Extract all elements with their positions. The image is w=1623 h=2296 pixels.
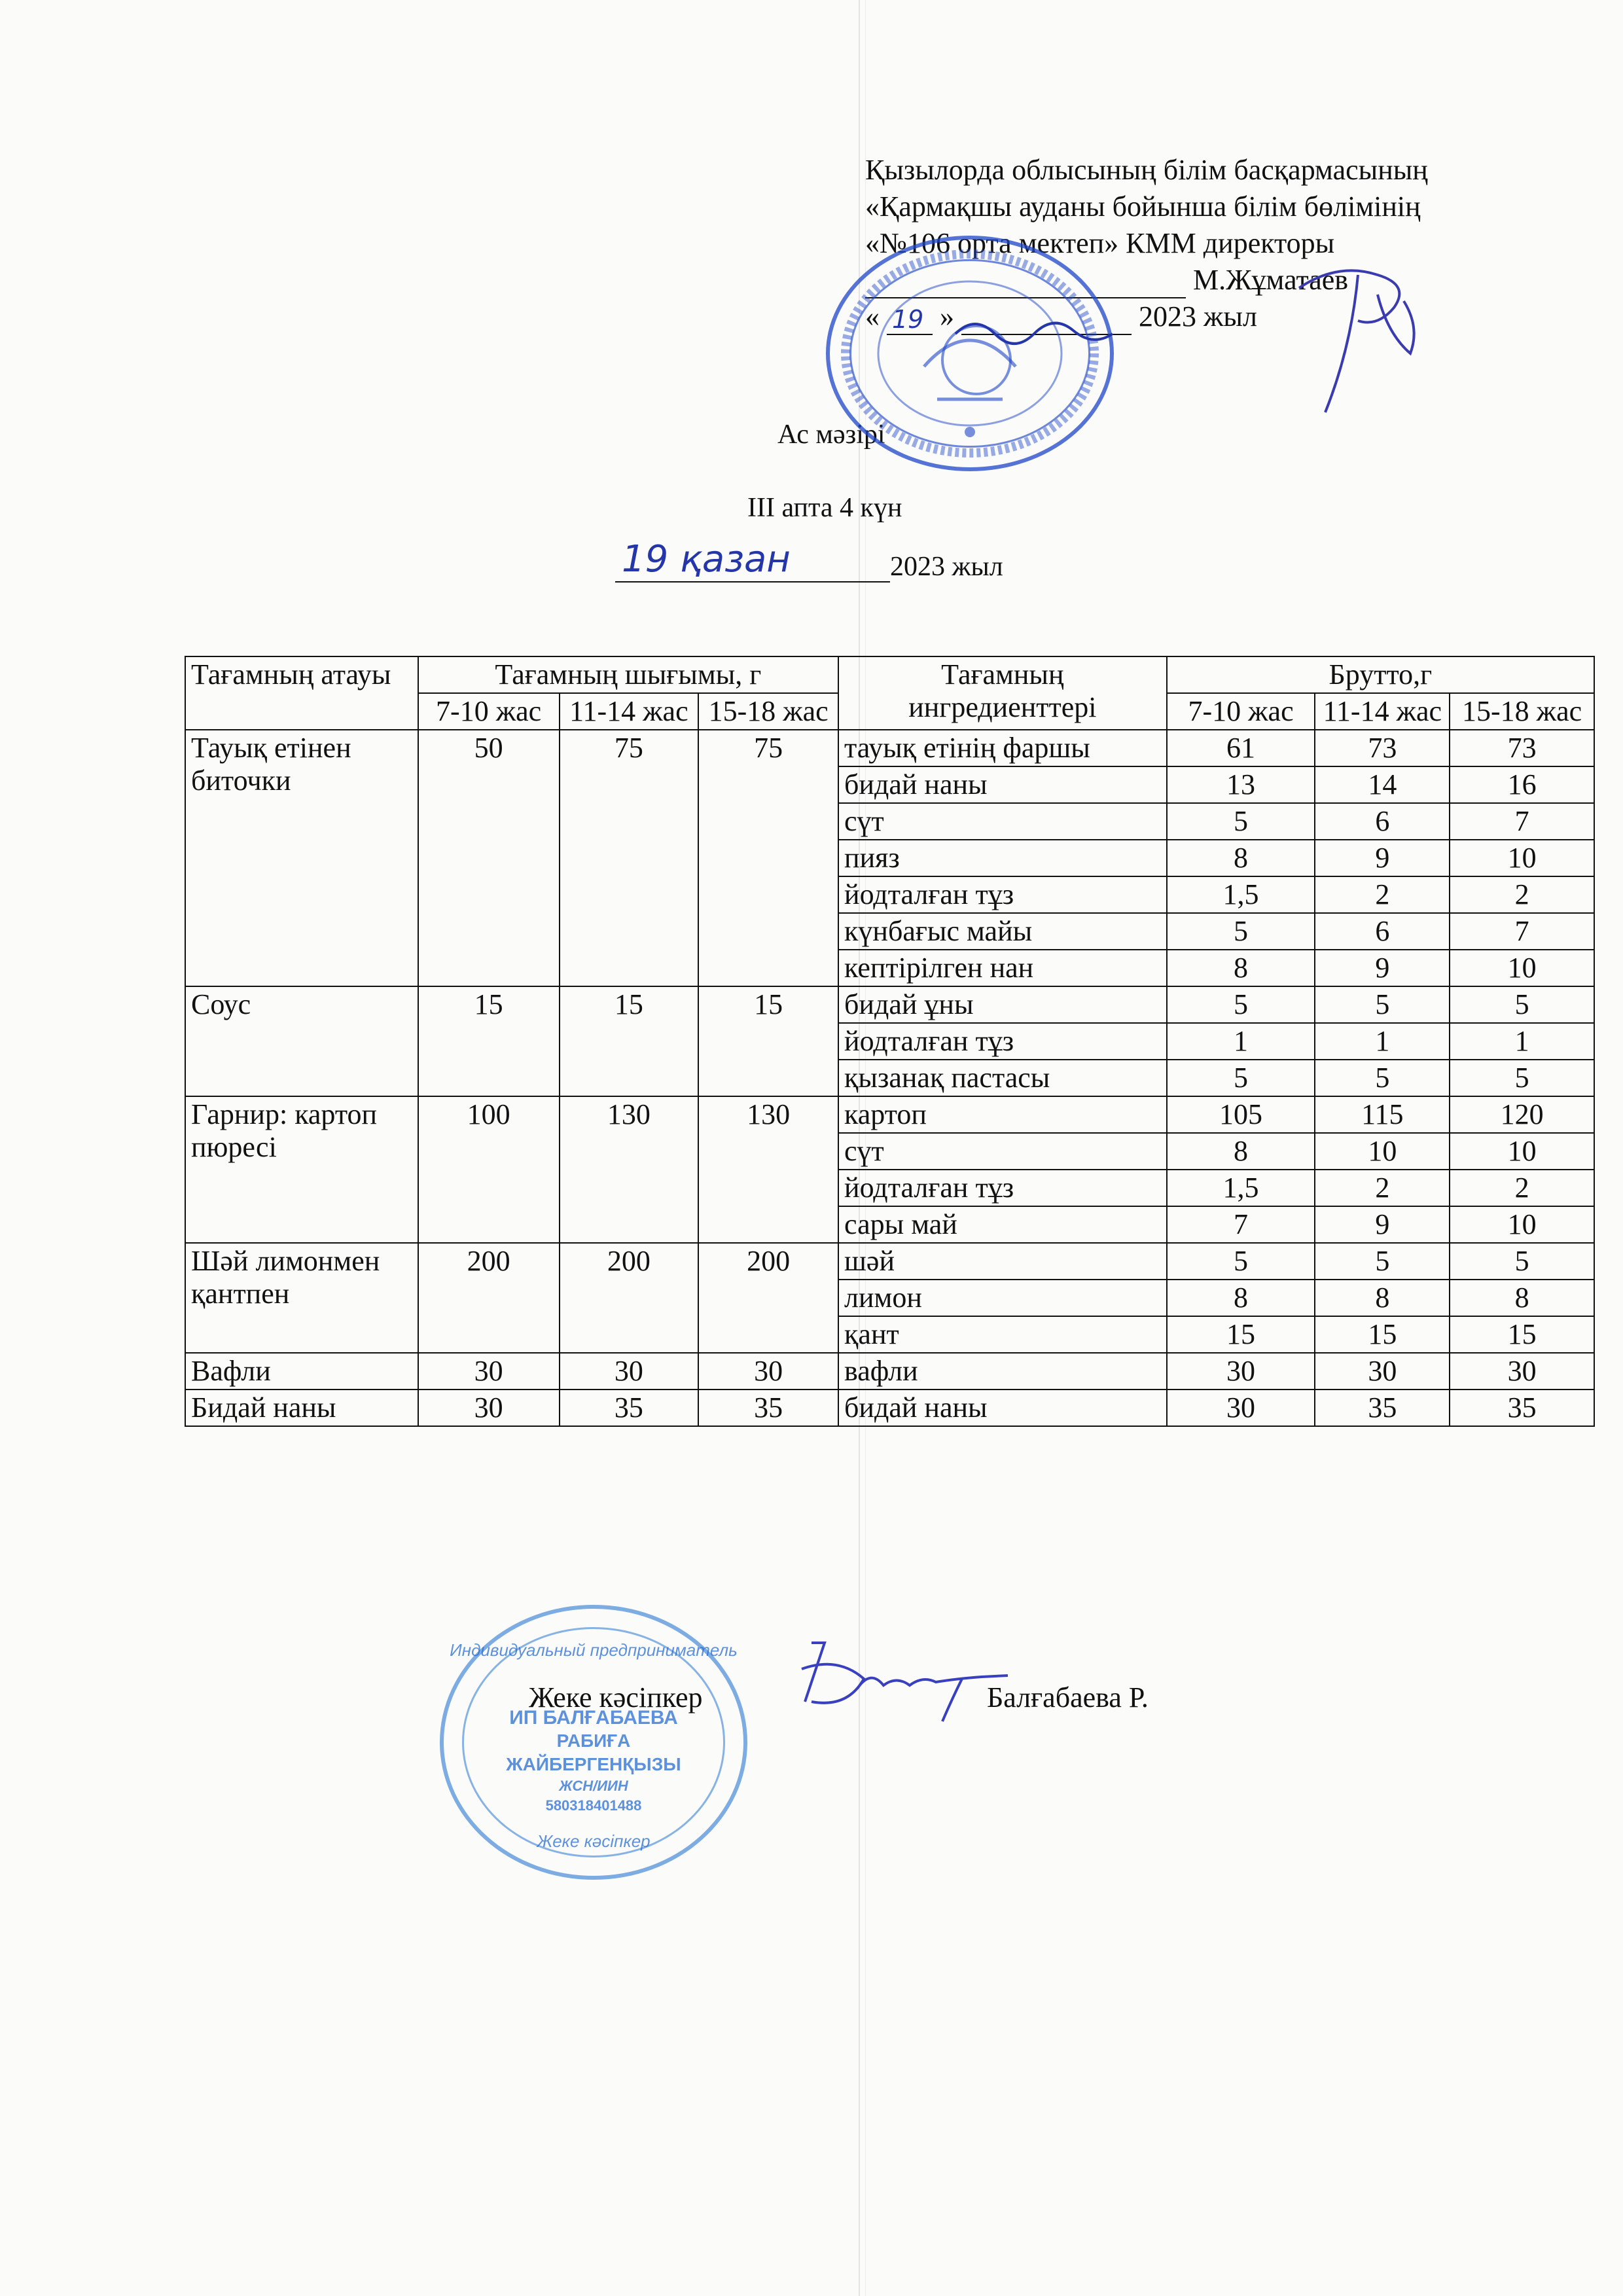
dish-name-cell: Тауық етінен биточки bbox=[185, 730, 418, 986]
ingredient-gross-cell: 5 bbox=[1167, 1243, 1315, 1280]
table-row bbox=[185, 986, 1594, 1023]
ingredient-gross-cell: 15 bbox=[1450, 1316, 1594, 1353]
table-row bbox=[185, 1353, 1594, 1390]
date-open-quote: « bbox=[865, 300, 880, 332]
dish-output-cell: 100 bbox=[418, 1096, 560, 1243]
director-signature-icon bbox=[1279, 249, 1430, 425]
ingredient-name-cell: қызанақ пастасы bbox=[838, 1060, 1167, 1096]
ingredient-gross-cell: 5 bbox=[1315, 1243, 1450, 1280]
ingredient-gross-cell: 5 bbox=[1315, 986, 1450, 1023]
header-gross-age-11-14: 11-14 жас bbox=[1315, 693, 1450, 730]
ingredient-name-cell: бидай ұны bbox=[838, 986, 1167, 1023]
ingredient-name-cell: йодталған тұз bbox=[838, 1170, 1167, 1206]
entrepreneur-role: Жеке кәсіпкер bbox=[529, 1681, 703, 1713]
ingredient-gross-cell: 30 bbox=[1450, 1353, 1594, 1390]
approval-line-2: «Қармақшы ауданы бойынша білім бөлімінің bbox=[865, 190, 1421, 223]
table-row bbox=[185, 1096, 1594, 1133]
ingredient-name-cell: сүт bbox=[838, 803, 1167, 840]
dish-output-cell: 75 bbox=[698, 730, 838, 986]
approval-line-3: «№106 орта мектеп» КММ директоры bbox=[865, 227, 1335, 259]
ingredient-gross-cell: 8 bbox=[1315, 1280, 1450, 1316]
ingredient-gross-cell: 5 bbox=[1450, 1243, 1594, 1280]
dish-output-cell: 35 bbox=[560, 1390, 699, 1426]
ingredient-gross-cell: 2 bbox=[1315, 876, 1450, 913]
approval-date-scribble-icon bbox=[949, 308, 1119, 353]
ingredient-gross-cell: 10 bbox=[1450, 950, 1594, 986]
stamp-ring-lettering-icon bbox=[826, 236, 1114, 471]
dish-output-cell: 75 bbox=[560, 730, 699, 986]
ingredient-gross-cell: 15 bbox=[1167, 1316, 1315, 1353]
entrepreneur-signature-icon bbox=[785, 1630, 1021, 1728]
stamp-line-3: ЖАЙБЕРГЕНҚЫЗЫ bbox=[506, 1754, 681, 1774]
menu-date-line bbox=[615, 538, 1003, 583]
table-row bbox=[185, 730, 1594, 766]
date-close-quote: » bbox=[940, 300, 954, 332]
ingredient-gross-cell: 61 bbox=[1167, 730, 1315, 766]
ingredient-gross-cell: 5 bbox=[1450, 1060, 1594, 1096]
ingredient-gross-cell: 1 bbox=[1450, 1023, 1594, 1060]
dish-name-cell: Бидай наны bbox=[185, 1390, 418, 1426]
dish-output-cell: 200 bbox=[418, 1243, 560, 1353]
dish-name-cell: Гарнир: картоп пюресі bbox=[185, 1096, 418, 1243]
header-gross: Брутто,г bbox=[1167, 656, 1594, 693]
ingredient-gross-cell: 5 bbox=[1167, 913, 1315, 950]
stamp-line-2: РАБИҒА bbox=[556, 1731, 631, 1751]
handwritten-day: 19 bbox=[892, 305, 924, 334]
ingredient-gross-cell: 10 bbox=[1315, 1133, 1450, 1170]
header-dish-name: Тағамның атауы bbox=[185, 656, 418, 730]
dish-output-cell: 130 bbox=[698, 1096, 838, 1243]
ingredient-gross-cell: 8 bbox=[1167, 950, 1315, 986]
ingredient-gross-cell: 73 bbox=[1450, 730, 1594, 766]
ingredient-gross-cell: 35 bbox=[1450, 1390, 1594, 1426]
ingredient-gross-cell: 115 bbox=[1315, 1096, 1450, 1133]
ingredient-gross-cell: 30 bbox=[1167, 1390, 1315, 1426]
ingredient-gross-cell: 7 bbox=[1450, 913, 1594, 950]
stamp-line-1: ИП БАЛҒАБАЕВА bbox=[509, 1707, 678, 1729]
ingredient-gross-cell: 73 bbox=[1315, 730, 1450, 766]
ingredient-name-cell: картоп bbox=[838, 1096, 1167, 1133]
ingredient-gross-cell: 5 bbox=[1167, 986, 1315, 1023]
ingredient-gross-cell: 8 bbox=[1167, 840, 1315, 876]
ingredient-name-cell: қант bbox=[838, 1316, 1167, 1353]
page-title: Ас мәзірі bbox=[777, 420, 885, 450]
ingredient-gross-cell: 5 bbox=[1315, 1060, 1450, 1096]
menu-date-blank bbox=[615, 538, 890, 583]
header-output-age-11-14: 11-14 жас bbox=[560, 693, 699, 730]
ingredient-gross-cell: 5 bbox=[1167, 803, 1315, 840]
ingredient-gross-cell: 10 bbox=[1450, 1133, 1594, 1170]
ingredient-gross-cell: 10 bbox=[1450, 1206, 1594, 1243]
ingredient-gross-cell: 8 bbox=[1450, 1280, 1594, 1316]
ingredient-gross-cell: 2 bbox=[1315, 1170, 1450, 1206]
entrepreneur-name: Балғабаева Р. bbox=[987, 1681, 1149, 1713]
ingredient-gross-cell: 2 bbox=[1450, 1170, 1594, 1206]
approval-line-1: Қызылорда облысының білім басқармасының bbox=[865, 154, 1428, 186]
ingredient-gross-cell: 105 bbox=[1167, 1096, 1315, 1133]
ingredient-gross-cell: 1,5 bbox=[1167, 1170, 1315, 1206]
dish-name-cell: Соус bbox=[185, 986, 418, 1096]
ingredient-gross-cell: 35 bbox=[1315, 1390, 1450, 1426]
stamp-line-5: 580318401488 bbox=[545, 1797, 642, 1814]
ingredient-name-cell: кептірілген нан bbox=[838, 950, 1167, 986]
menu-year: 2023 жыл bbox=[890, 552, 1003, 582]
ingredient-gross-cell: 1 bbox=[1167, 1023, 1315, 1060]
ingredient-gross-cell: 16 bbox=[1450, 766, 1594, 803]
dish-output-cell: 200 bbox=[698, 1243, 838, 1353]
ingredient-name-cell: пияз bbox=[838, 840, 1167, 876]
ingredient-gross-cell: 30 bbox=[1315, 1353, 1450, 1390]
ingredient-gross-cell: 9 bbox=[1315, 840, 1450, 876]
ingredient-name-cell: йодталған тұз bbox=[838, 1023, 1167, 1060]
ingredient-gross-cell: 1 bbox=[1315, 1023, 1450, 1060]
header-gross-age-15-18: 15-18 жас bbox=[1450, 693, 1594, 730]
dish-output-cell: 15 bbox=[418, 986, 560, 1096]
dish-output-cell: 30 bbox=[418, 1353, 560, 1390]
ingredient-gross-cell: 14 bbox=[1315, 766, 1450, 803]
table-row bbox=[185, 1243, 1594, 1280]
dish-name-cell: Вафли bbox=[185, 1353, 418, 1390]
header-ingredients: Тағамның ингредиенттері bbox=[838, 656, 1167, 730]
ingredient-gross-cell: 10 bbox=[1450, 840, 1594, 876]
ingredient-gross-cell: 15 bbox=[1315, 1316, 1450, 1353]
ingredient-gross-cell: 1,5 bbox=[1167, 876, 1315, 913]
menu-table-header bbox=[185, 656, 1594, 730]
ingredient-gross-cell: 120 bbox=[1450, 1096, 1594, 1133]
stamp-line-4: ЖСН/ИИН bbox=[559, 1778, 628, 1794]
ingredient-gross-cell: 9 bbox=[1315, 1206, 1450, 1243]
handwritten-menu-date: 19 қазан bbox=[622, 538, 791, 581]
menu-table bbox=[185, 656, 1595, 1427]
ingredient-gross-cell: 7 bbox=[1167, 1206, 1315, 1243]
header-output: Тағамның шығымы, г bbox=[418, 656, 838, 693]
ingredient-name-cell: күнбағыс майы bbox=[838, 913, 1167, 950]
signatory-name: М.Жұматаев bbox=[1193, 264, 1349, 296]
stamp-ring-text: Индивидуальный предприниматель bbox=[450, 1640, 738, 1660]
header-output-age-7-10: 7-10 жас bbox=[418, 693, 560, 730]
dish-output-cell: 30 bbox=[698, 1353, 838, 1390]
school-stamp bbox=[826, 236, 1114, 471]
ingredient-name-cell: лимон bbox=[838, 1280, 1167, 1316]
ingredient-name-cell: сүт bbox=[838, 1133, 1167, 1170]
ingredient-name-cell: сары май bbox=[838, 1206, 1167, 1243]
dish-output-cell: 15 bbox=[698, 986, 838, 1096]
ingredient-name-cell: йодталған тұз bbox=[838, 876, 1167, 913]
ingredient-gross-cell: 8 bbox=[1167, 1280, 1315, 1316]
ingredient-gross-cell: 6 bbox=[1315, 803, 1450, 840]
ingredient-name-cell: бидай наны bbox=[838, 766, 1167, 803]
dish-output-cell: 15 bbox=[560, 986, 699, 1096]
ingredient-name-cell: шәй bbox=[838, 1243, 1167, 1280]
table-row bbox=[185, 1390, 1594, 1426]
header-gross-age-7-10: 7-10 жас bbox=[1167, 693, 1315, 730]
stamp-bottom-text: Жеке кәсіпкер bbox=[537, 1831, 651, 1851]
ingredient-gross-cell: 9 bbox=[1315, 950, 1450, 986]
ingredient-gross-cell: 2 bbox=[1450, 876, 1594, 913]
ingredient-gross-cell: 8 bbox=[1167, 1133, 1315, 1170]
ingredient-gross-cell: 7 bbox=[1450, 803, 1594, 840]
dish-name-cell: Шәй лимонмен қантпен bbox=[185, 1243, 418, 1353]
header-output-age-15-18: 15-18 жас bbox=[698, 693, 838, 730]
menu-table-body bbox=[185, 730, 1594, 1426]
ingredient-gross-cell: 5 bbox=[1450, 986, 1594, 1023]
ingredient-gross-cell: 13 bbox=[1167, 766, 1315, 803]
ingredient-name-cell: тауық етінің фаршы bbox=[838, 730, 1167, 766]
approval-year: 2023 жыл bbox=[1139, 300, 1257, 332]
dish-output-cell: 35 bbox=[698, 1390, 838, 1426]
entrepreneur-stamp bbox=[440, 1605, 747, 1880]
ingredient-name-cell: бидай наны bbox=[838, 1390, 1167, 1426]
ingredient-gross-cell: 5 bbox=[1167, 1060, 1315, 1096]
dish-output-cell: 200 bbox=[560, 1243, 699, 1353]
ingredient-gross-cell: 30 bbox=[1167, 1353, 1315, 1390]
ingredient-gross-cell: 6 bbox=[1315, 913, 1450, 950]
dish-output-cell: 130 bbox=[560, 1096, 699, 1243]
dish-output-cell: 50 bbox=[418, 730, 560, 986]
week-day-label: ІІІ апта 4 күн bbox=[747, 493, 902, 523]
dish-output-cell: 30 bbox=[560, 1353, 699, 1390]
dish-output-cell: 30 bbox=[418, 1390, 560, 1426]
ingredient-name-cell: вафли bbox=[838, 1353, 1167, 1390]
